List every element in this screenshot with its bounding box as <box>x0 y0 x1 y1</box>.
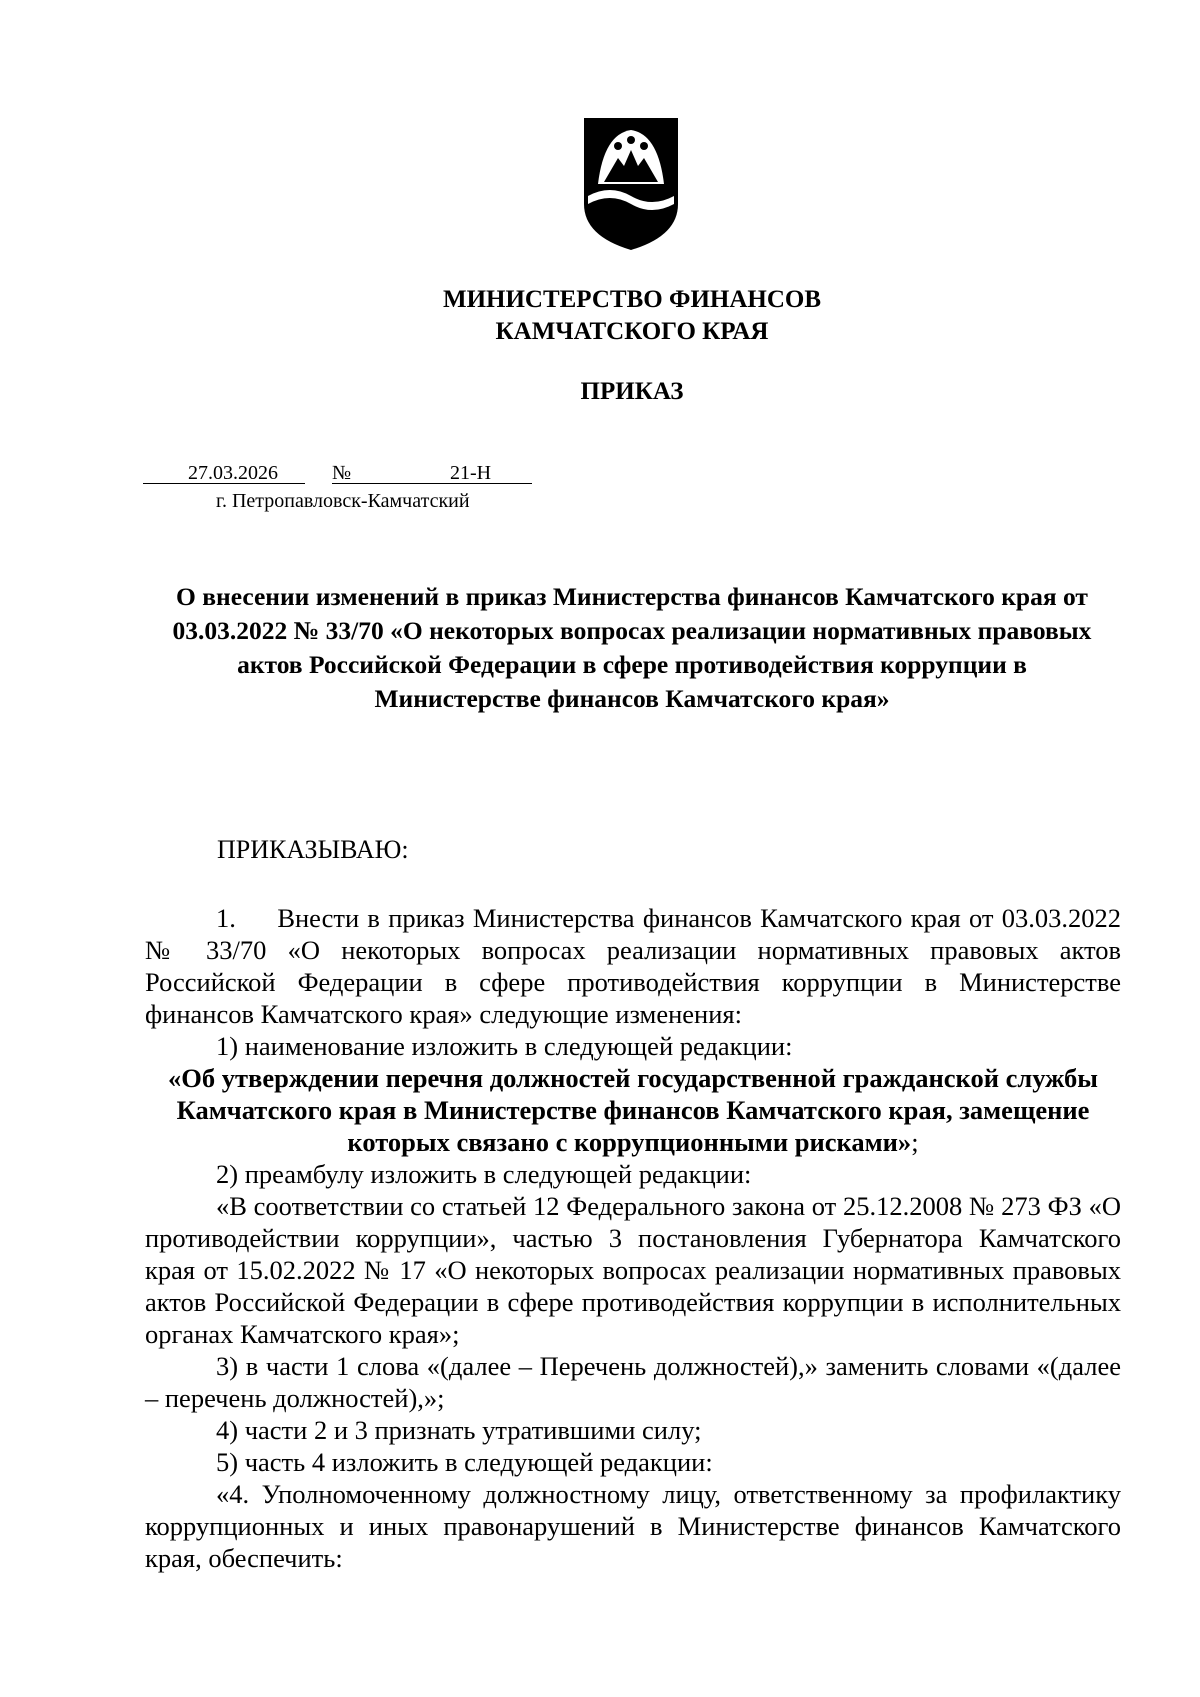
item-1-quote-text: «Об утверждении перечня должностей государственной гражданской службы Камчатского края в Министерстве финансов Камчатского края, замещение которых связано с коррупционными рисками» <box>168 1063 1098 1157</box>
item-3: 3) в части 1 слова «(далее – Перечень должностей),» заменить словами «(далее – перечень должностей),»; <box>145 1351 1121 1413</box>
item-2-quote: «В соответствии со статьей 12 Федерального закона от 25.12.2008 № 273 ФЗ «О противодействии коррупции», частью 3 постановления Губернатора Камчатского края от 15.02.2022 № 17 «О некоторых вопросах реализации нормативных правовых актов Российской Федерации в сфере противодействия коррупции в исполнительных органах Камчатского края»; <box>145 1191 1121 1349</box>
item-1: 1) наименование изложить в следующей редакции: <box>216 1031 793 1061</box>
city-name: г. Петропавловск-Камчатский <box>216 490 470 512</box>
document-type-title: ПРИКАЗ <box>580 378 684 405</box>
order-number: 21-Н <box>450 462 492 484</box>
ministry-name-line1: МИНИСТЕРСТВО ФИНАНСОВ <box>442 286 822 313</box>
order-directive-word: ПРИКАЗЫВАЮ: <box>217 835 409 864</box>
order-date: 27.03.2026 <box>188 462 278 484</box>
ministry-name-line2: КАМЧАТСКОГО КРАЯ <box>495 318 769 345</box>
item-1-quote <box>145 1062 1121 1158</box>
item-5: 5) часть 4 изложить в следующей редакции: <box>216 1447 713 1477</box>
number-underline <box>332 483 532 484</box>
paragraph-1: 1. Внести в приказ Министерства финансов Камчатского края от 03.03.2022 № 33/70 «О некоторых вопросах реализации нормативных правовых актов Российской Федерации в сфере противодействия коррупции в Министерстве финансов Камчатского края» следующие изменения: <box>145 903 1121 1029</box>
coat-of-arms-emblem <box>574 112 688 252</box>
item-2: 2) преамбулу изложить в следующей редакции: <box>216 1159 752 1189</box>
order-subject: О внесении изменений в приказ Министерства финансов Камчатского края от 03.03.2022 № 33/70 «О некоторых вопросах реализации нормативных правовых актов Российской Федерации в сфере противодействия коррупции в Министерстве финансов Камчатского края» <box>172 582 1092 713</box>
item-5-quote: «4. Уполномоченному должностному лицу, ответственному за профилактику коррупционных и иных правонарушений в Министерстве финансов Камчатского края, обеспечить: <box>145 1479 1121 1573</box>
order-body <box>145 902 1121 1574</box>
item-1-quote-tail: ; <box>911 1127 919 1157</box>
number-sign: № <box>332 462 352 484</box>
item-4: 4) части 2 и 3 признать утратившими силу; <box>216 1415 702 1445</box>
